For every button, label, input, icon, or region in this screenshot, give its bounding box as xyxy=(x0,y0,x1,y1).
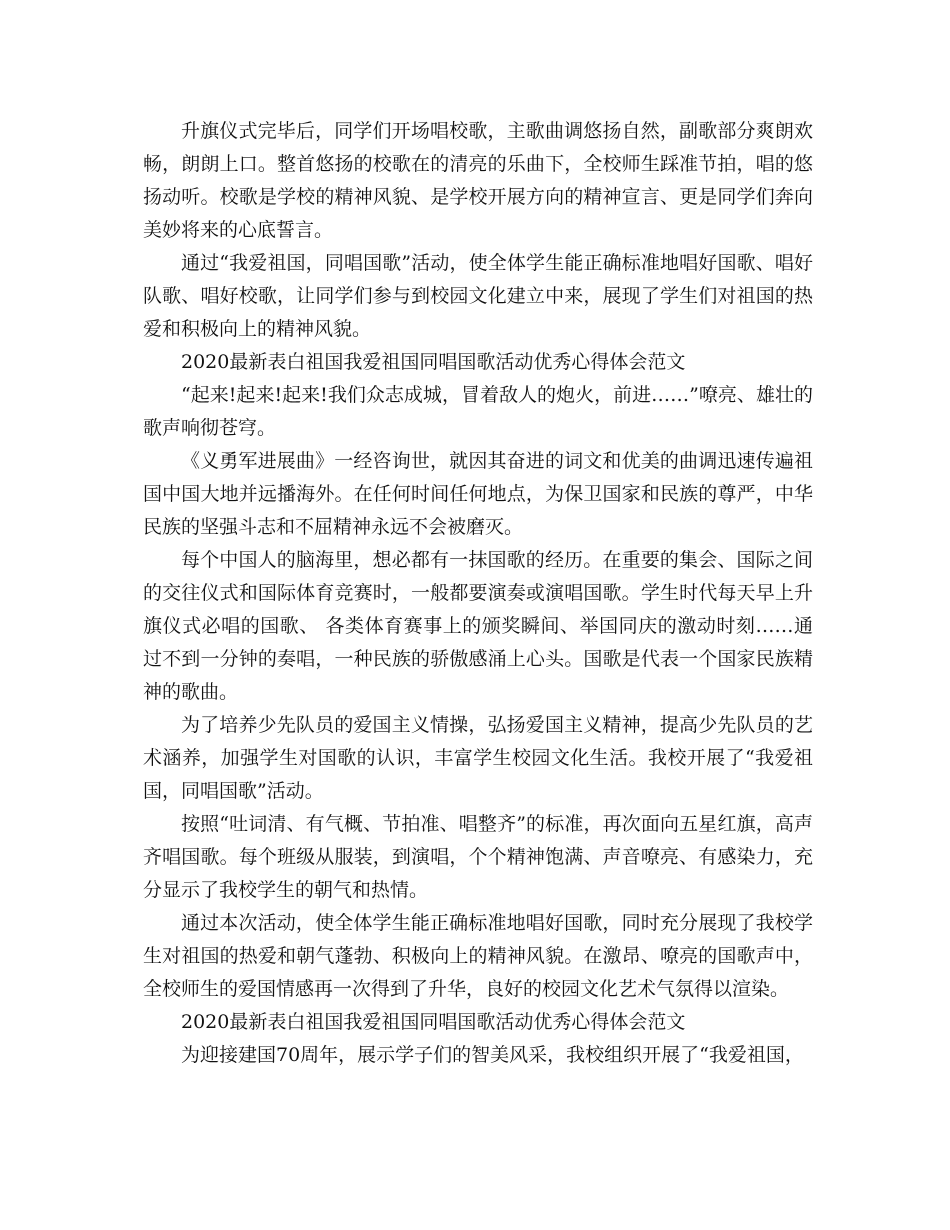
paragraph-activity-result: 通过本次活动，使全体学生能正确标准地唱好国歌，同时充分展现了我校学生对祖国的热爱和朝气蓬勃、积极向上的精神风貌。在激昂、嘹亮的国歌声中，全校师生的爱国情感再一次得到了升华，良好的校园文化艺术气氛得以渲染。 xyxy=(143,912,813,1000)
paragraph-anthem-memory: 每个中国人的脑海里，想必都有一抹国歌的经历。在重要的集会、国际之间的交往仪式和国际体育竞赛时，一般都要演奏或演唱国歌。学生时代每天早上升旗仪式必唱的国歌、 各类体育赛事上的颁奖瞬间、举国同庆的激动时刻……通过不到一分钟的奏唱，一种民族的骄傲感涌上心头。国歌是代表一个国家民族精神的歌曲。 xyxy=(143,549,813,703)
section-heading: 2020最新表白祖国我爱祖国同唱国歌活动优秀心得体会范文 xyxy=(181,1011,686,1033)
paragraph-anthem-history: 《义勇军进展曲》一经咨询世，就因其奋进的词文和优美的曲调迅速传遍祖国中国大地并远播海外。在任何时间任何地点，为保卫国家和民族的尊严，中华民族的坚强斗志和不屈精神永远不会被磨灭。 xyxy=(143,450,813,538)
document-body xyxy=(143,115,813,1072)
paragraph-school-song: 升旗仪式完毕后，同学们开场唱校歌，主歌曲调悠扬自然，副歌部分爽朗欢畅，朗朗上口。整首悠扬的校歌在的清亮的乐曲下，全校师生踩准节拍，唱的悠扬动听。校歌是学校的精神风貌、是学校开展方向的精神宣言、更是同学们奔向美妙将来的心底誓言。 xyxy=(143,120,813,241)
paragraph-anthem-lyrics: “起来!起来!起来!我们众志成城，冒着敌人的炮火，前进……”嘹亮、雄壮的歌声响彻苍穹。 xyxy=(143,384,813,439)
paragraph-activity-purpose: 为了培养少先队员的爱国主义情操，弘扬爱国主义精神，提高少先队员的艺术涵养，加强学生对国歌的认识，丰富学生校园文化生活。我校开展了“我爱祖国，同唱国歌”活动。 xyxy=(143,714,813,802)
paragraph-anniversary-intro: 为迎接建国70周年，展示学子们的智美风采，我校组织开展了“我爱祖国， xyxy=(181,1044,804,1066)
paragraph-activity-summary: 通过“我爱祖国，同唱国歌”活动，使全体学生能正确标准地唱好国歌、唱好队歌、唱好校歌，让同学们参与到校园文化建立中来，展现了学生们对祖国的热爱和积极向上的精神风貌。 xyxy=(143,252,813,340)
section-heading: 2020最新表白祖国我爱祖国同唱国歌活动优秀心得体会范文 xyxy=(181,351,686,373)
paragraph-singing-standard: 按照“吐词清、有气概、节拍准、唱整齐”的标准，再次面向五星红旗，高声齐唱国歌。每个班级从服装，到演唱，个个精神饱满、声音嘹亮、有感染力，充分显示了我校学生的朝气和热情。 xyxy=(143,813,813,901)
